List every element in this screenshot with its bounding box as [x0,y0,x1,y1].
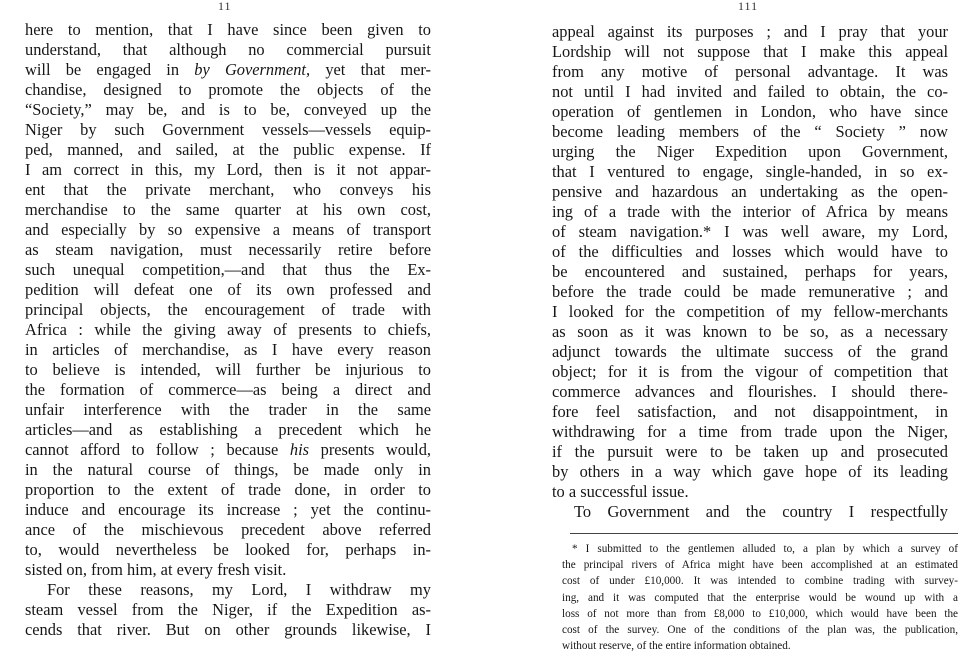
text-line: pensive and hazardous an undertaking as the open- [552,182,948,201]
text-line: ent that the private merchant, who conveys his [25,180,431,199]
text-line: cannot afford to follow ; because his presents would, [25,440,431,459]
footnote-line: * I submitted to the gentlemen alluded to, a plan by which a survey of [572,543,958,555]
text-line: cends that river. But on other grounds likewise, I [25,620,431,639]
text-line: if the pursuit were to be taken up and prosecuted [552,442,948,461]
text-line: Africa : while the giving away of presents to chiefs, [25,320,431,339]
text-line: chandise, designed to promote the objects of the [25,80,431,99]
text-line: by others in a way which gave hope of its leading [552,462,948,481]
text-line: I looked for the competition of my fellow-merchants [552,302,948,321]
footnote-line: cost of the survey. One of the conditions of the plan was, the publication, [562,623,958,636]
text-line: in articles of merchandise, as I have every reason [25,340,431,359]
footnote-line: ing, and it was computed that the enterprise would be wound up with a [562,591,958,604]
text-line: fore feel satisfaction, and not disappointment, in [552,402,948,421]
emphasis: his [289,440,310,459]
text-line: that I ventured to engage, single-handed, in so ex- [552,162,948,181]
text-line: will be engaged in by Government, yet that mer- [25,60,431,79]
text-line: not until I had invited and failed to obtain, the co- [552,82,948,101]
text-line: For these reasons, my Lord, I withdraw my [47,580,431,599]
text-line: such unequal competition,—and that thus the Ex- [25,260,431,279]
text-line: pedition will defeat one of its own professed and [25,280,431,299]
text-line: proportion to the extent of trade done, in order to [25,480,431,499]
text-line: appeal against its purposes ; and I pray that your [552,22,948,41]
text-line: steam vessel from the Niger, if the Expedition as- [25,600,431,619]
emphasis: by Government, [194,60,311,79]
right-page-number: 111 [738,0,759,13]
text-line: the formation of commerce—as being a direct and [25,380,431,399]
right-page-body [552,22,948,522]
footnote-line: cost of under £10,000. It was intended to combine trading with survey- [562,575,958,588]
text-line: to, would nevertheless be looked for, perhaps in- [25,540,431,559]
text-line: of steam navigation.* I was well aware, my Lord, [552,222,948,241]
text-line: become leading members of the “ Society ” now [552,122,948,141]
left-page-number: 11 [218,0,232,13]
text-line: merchandise to the same quarter at his own cost, [25,200,431,219]
left-page [0,0,480,664]
text-line: object; for it is from the vigour of competition that [552,362,948,381]
text-line: withdrawing for a time from trade upon the Niger, [552,422,948,441]
text-line: articles—and as establishing a precedent which he [25,420,431,439]
text-line: “Society,” may be, and is to be, conveyed up the [25,100,431,119]
text-line: operation of gentlemen in London, who have since [552,102,948,121]
text-line: to believe is intended, will further be injurious to [25,360,431,379]
text-line: be encountered and sustained, perhaps for years, [552,262,948,281]
text-line: here to mention, that I have since been given to [25,20,431,39]
text-line: in the natural course of things, be made only in [25,460,431,479]
text-line: urging the Niger Expedition upon Government, [552,142,948,161]
left-page-body [25,20,431,640]
text-line: from any motive of personal advantage. It was [552,62,948,81]
text-line: ance of the mischievous precedent above referred [25,520,431,539]
text-line: ped, manned, and sailed, at the public expense. If [25,140,431,159]
text-line: sisted on, from him, at every fresh visit. [25,560,287,579]
text-line: Lordship will not suppose that I make this appeal [552,42,948,61]
text-line: understand, that although no commercial pursuit [25,40,431,59]
text-line: of the difficulties and losses which would have to [552,242,948,261]
footnote [562,541,958,654]
text-line: principal objects, the encouragement of trade with [25,300,431,319]
text-line: ing of a trade with the interior of Africa by means [552,202,948,221]
text-line: I am correct in this, my Lord, then is it not appar- [25,160,431,179]
footnote-line: without reserve, of the entire information obtained. [562,640,791,653]
text-line: and especially by so expensive a means of transport [25,220,431,239]
text-line: to a successful issue. [552,482,689,501]
text-line: before the trade could be made remunerative ; and [552,282,948,301]
footnote-rule [570,533,958,534]
text-line: unfair interference with the trader in the same [25,400,431,419]
text-line: as soon as it was known to be so, as a necessary [552,322,948,341]
footnote-line: loss of not more than from £8,000 to £10,000, which would have been the [562,607,958,620]
text-line: induce and encourage its increase ; yet the continu- [25,500,431,519]
text-line: adjunct towards the ultimate success of the grand [552,342,948,361]
text-line: To Government and the country I respectfully [574,502,948,521]
text-line: commerce advances and flourishes. I should there- [552,382,948,401]
text-line: Niger by such Government vessels—vessels equip- [25,120,431,139]
text-line: as steam navigation, must necessarily retire before [25,240,431,259]
footnote-line: the principal rivers of Africa might have been accomplished at an estimated [562,559,958,572]
